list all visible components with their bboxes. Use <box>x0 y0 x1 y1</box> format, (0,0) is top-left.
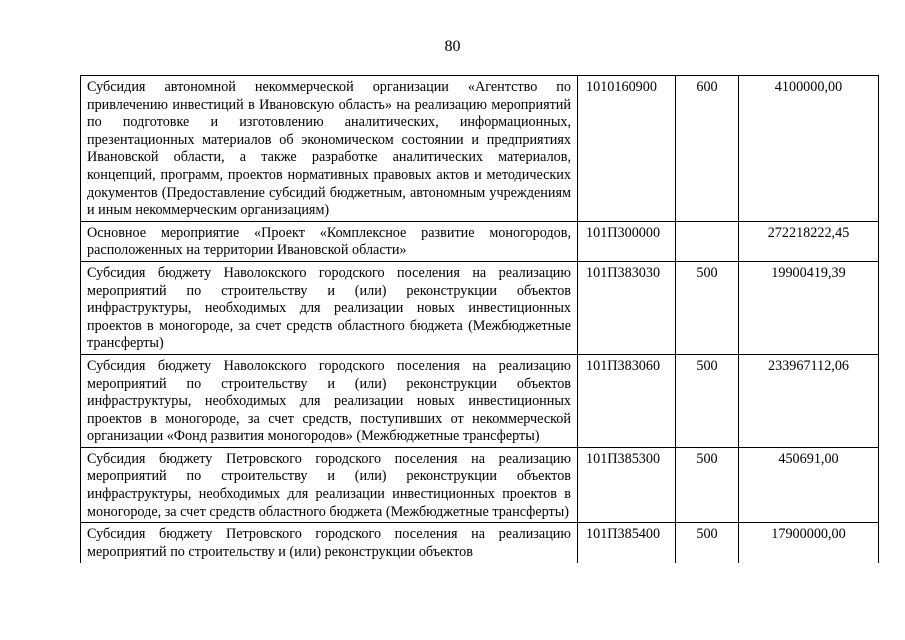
row-expense-type: 500 <box>676 447 739 522</box>
row-code: 1010160900 <box>578 76 676 222</box>
table-row <box>81 76 879 222</box>
row-code: 101П300000 <box>578 221 676 261</box>
page-number: 80 <box>444 38 461 55</box>
table-row <box>81 523 879 564</box>
row-sum: 19900419,39 <box>739 261 879 354</box>
row-sum: 233967112,06 <box>739 354 879 447</box>
row-expense-type: 500 <box>676 523 739 564</box>
row-sum: 4100000,00 <box>739 76 879 222</box>
row-code: 101П383030 <box>578 261 676 354</box>
table-row <box>81 447 879 522</box>
row-code: 101П385400 <box>578 523 676 564</box>
table-row <box>81 261 879 354</box>
row-sum: 272218222,45 <box>739 221 879 261</box>
row-expense-type <box>676 221 739 261</box>
row-name: Субсидия бюджету Наволокского городского поселения на реализацию мероприятий по строительству и (или) реконструкции объектов инфраструктуры, необходимых для реализации новых инвестиционных проектов в моногороде, за счет средств областного бюджета (Межбюджетные трансферты) <box>81 261 578 354</box>
table-row <box>81 354 879 447</box>
row-name: Субсидия бюджету Петровского городского поселения на реализацию мероприятий по строительству и (или) реконструкции объектов <box>81 523 578 564</box>
row-name: Субсидия автономной некоммерческой организации «Агентство по привлечению инвестиций в Ивановскую область» на реализацию мероприятий по подготовке и изготовлению аналитических, информационных, презентационных материалов об экономическом состоянии и предприятиях Ивановской области, а также разработке аналитических материалов, концепций, программ, проектов нормативных правовых актов и методических документов (Предоставление субсидий бюджетным, автономным учреждениям и иным некоммерческим организациям) <box>81 76 578 222</box>
row-expense-type: 500 <box>676 354 739 447</box>
row-expense-type: 600 <box>676 76 739 222</box>
row-name: Субсидия бюджету Петровского городского поселения на реализацию мероприятий по строительству и (или) реконструкции объектов инфраструктуры, необходимых для реализации инвестиционных проектов в моногороде, за счет средств областного бюджета (Межбюджетные трансферты) <box>81 447 578 522</box>
row-sum: 17900000,00 <box>739 523 879 564</box>
budget-table <box>80 75 879 563</box>
row-expense-type: 500 <box>676 261 739 354</box>
table-row <box>81 221 879 261</box>
row-code: 101П383060 <box>578 354 676 447</box>
row-name: Основное мероприятие «Проект «Комплексное развитие моногородов, расположенных на территории Ивановской области» <box>81 221 578 261</box>
row-sum: 450691,00 <box>739 447 879 522</box>
row-name: Субсидия бюджету Наволокского городского поселения на реализацию мероприятий по строительству и (или) реконструкции объектов инфраструктуры, необходимых для реализации новых инвестиционных проектов в моногороде, за счет средств, поступивших от некоммерческой организации «Фонд развития моногородов» (Межбюджетные трансферты) <box>81 354 578 447</box>
row-code: 101П385300 <box>578 447 676 522</box>
